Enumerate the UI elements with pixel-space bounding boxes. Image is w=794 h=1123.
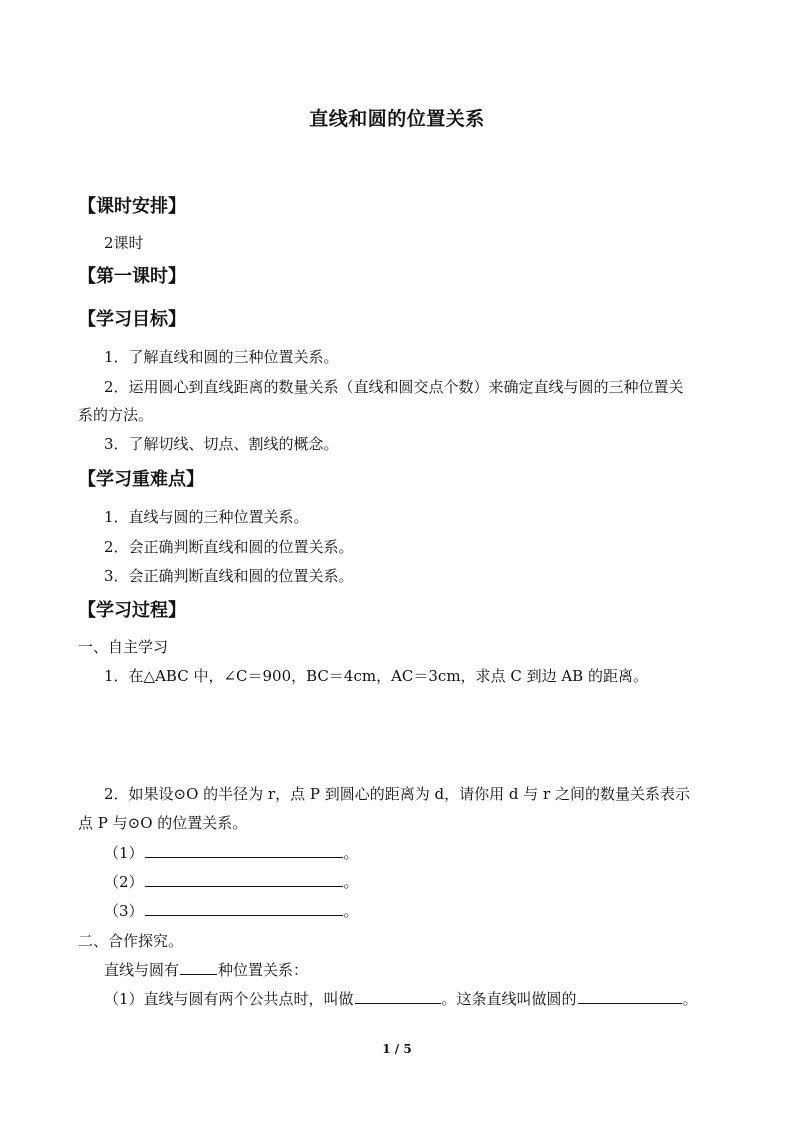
answer-label-2: （2） <box>104 873 144 891</box>
explore-blank[interactable] <box>180 960 217 975</box>
goal-item-3: 3．了解切线、切点、割线的概念。 <box>104 435 339 453</box>
part2-title: 二、合作探究。 <box>78 932 184 950</box>
question-2-line2: 点 P 与⊙O 的位置关系。 <box>78 814 248 832</box>
answer-blank-1[interactable] <box>145 843 343 858</box>
goals-heading: 【学习目标】 <box>78 309 186 330</box>
page-title: 直线和圆的位置关系 <box>309 108 485 130</box>
case-1-end: 。 <box>682 990 698 1008</box>
answer-period-1: 。 <box>343 844 359 862</box>
case-1-blank-2[interactable] <box>578 989 682 1004</box>
answer-period-2: 。 <box>343 873 359 891</box>
question-2-line1: 2．如果设⊙O 的半径为 r，点 P 到圆心的距离为 d，请你用 d 与 r 之间的数量关系表示 <box>104 785 690 803</box>
difficulties-heading: 【学习重难点】 <box>78 469 204 490</box>
answer-row-2 <box>104 872 359 892</box>
answer-label-1: （1） <box>104 844 144 862</box>
goal-item-2-line2: 系的方法。 <box>78 406 154 424</box>
schedule-text: 2课时 <box>104 234 144 252</box>
page-number: 1 / 5 <box>382 1042 412 1056</box>
answer-period-3: 。 <box>343 902 359 920</box>
part1-title: 一、自主学习 <box>78 638 169 656</box>
explore-suffix: 种位置关系： <box>218 961 309 979</box>
goal-item-2-line1: 2．运用圆心到直线距离的数量关系（直线和圆交点个数）来确定直线与圆的三种位置关 <box>104 378 684 396</box>
answer-blank-2[interactable] <box>145 872 343 887</box>
answer-row-1 <box>104 843 359 863</box>
explore-line <box>104 960 308 980</box>
case-1-prefix: （1）直线与圆有两个公共点时，叫做 <box>104 990 354 1008</box>
difficulty-item-1: 1．直线与圆的三种位置关系。 <box>104 508 309 526</box>
answer-row-3 <box>104 901 359 921</box>
goal-item-1: 1．了解直线和圆的三种位置关系。 <box>104 348 339 366</box>
difficulty-item-2: 2．会正确判断直线和圆的位置关系。 <box>104 538 354 556</box>
difficulty-item-3: 3．会正确判断直线和圆的位置关系。 <box>104 567 354 585</box>
process-heading: 【学习过程】 <box>78 600 186 621</box>
answer-blank-3[interactable] <box>145 901 343 916</box>
case-1-middle: 。这条直线叫做圆的 <box>441 990 577 1008</box>
case-1-blank-1[interactable] <box>355 989 441 1004</box>
explore-prefix: 直线与圆有 <box>104 961 180 979</box>
schedule-heading: 【课时安排】 <box>78 196 186 217</box>
answer-label-3: （3） <box>104 902 144 920</box>
question-1: 1．在△ABC 中，∠C＝900，BC＝4cm，AC＝3cm，求点 C 到边 AB 的距离。 <box>104 667 648 685</box>
case-1-line <box>104 989 698 1009</box>
lesson-heading: 【第一课时】 <box>78 266 186 287</box>
